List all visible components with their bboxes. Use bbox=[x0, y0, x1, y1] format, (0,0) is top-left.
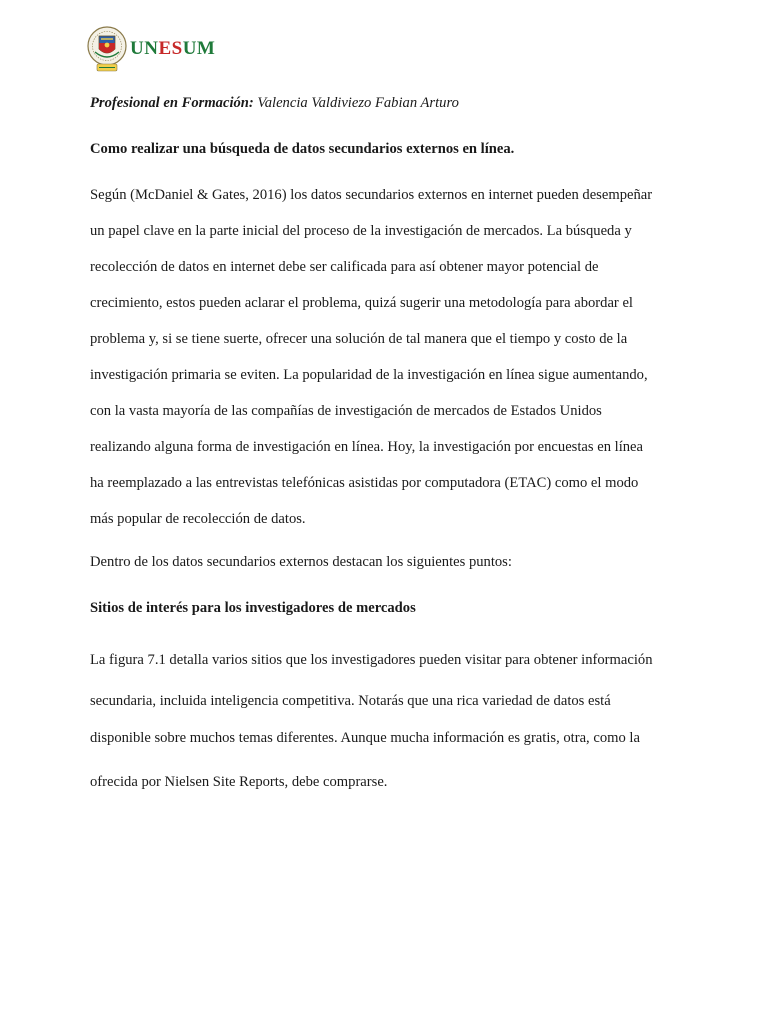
paragraph-line: disponible sobre muchos temas diferentes. Aunque mucha información es gratis, otra, como la bbox=[90, 730, 640, 746]
header-logo bbox=[86, 20, 215, 76]
author-name: Valencia Valdiviezo Fabian Arturo bbox=[253, 95, 459, 111]
brand-wordmark bbox=[130, 39, 215, 58]
paragraph-line: un papel clave en la parte inicial del proceso de la investigación de mercados. La búsqueda y bbox=[90, 223, 632, 239]
section-subtitle: Sitios de interés para los investigadores de mercados bbox=[90, 600, 416, 616]
paragraph-line: crecimiento, estos pueden aclarar el problema, quizá sugerir una metodología para abordar el bbox=[90, 295, 633, 311]
brand-part-um: UM bbox=[182, 37, 216, 59]
university-seal-icon bbox=[86, 22, 128, 74]
paragraph-line: recolección de datos en internet debe ser calificada para así obtener mayor potencial de bbox=[90, 259, 599, 275]
document-title: Como realizar una búsqueda de datos secundarios externos en línea. bbox=[90, 141, 515, 157]
brand-part-un: UN bbox=[130, 37, 159, 59]
paragraph-line: La figura 7.1 detalla varios sitios que los investigadores pueden visitar para obtener información bbox=[90, 652, 653, 668]
author-line bbox=[90, 93, 690, 113]
paragraph-points-intro: Dentro de los datos secundarios externos destacan los siguientes puntos: bbox=[90, 554, 512, 570]
paragraph-line: más popular de recolección de datos. bbox=[90, 511, 306, 527]
paragraph-line: secundaria, incluida inteligencia competitiva. Notarás que una rica variedad de datos está bbox=[90, 693, 611, 709]
brand-part-es: ES bbox=[158, 37, 183, 59]
paragraph-line: Según (McDaniel & Gates, 2016) los datos secundarios externos en internet pueden desempeñar bbox=[90, 187, 653, 203]
paragraph-line: problema y, si se tiene suerte, ofrecer una solución de tal manera que el tiempo y costo de la bbox=[90, 331, 628, 347]
paragraph-line: ofrecida por Nielsen Site Reports, debe comprarse. bbox=[90, 774, 388, 790]
author-label: Profesional en Formación: bbox=[90, 95, 254, 111]
paragraph-line: con la vasta mayoría de las compañías de investigación de mercados de Estados Unidos bbox=[90, 403, 602, 419]
paragraph-line: investigación primaria se eviten. La popularidad de la investigación en línea sigue aumentando, bbox=[90, 367, 648, 383]
paragraph-line: realizando alguna forma de investigación en línea. Hoy, la investigación por encuestas en línea bbox=[90, 439, 644, 455]
paragraph-sites bbox=[90, 640, 690, 803]
paragraph-line: ha reemplazado a las entrevistas telefónicas asistidas por computadora (ETAC) como el modo bbox=[90, 475, 639, 491]
paragraph-intro bbox=[90, 177, 690, 537]
